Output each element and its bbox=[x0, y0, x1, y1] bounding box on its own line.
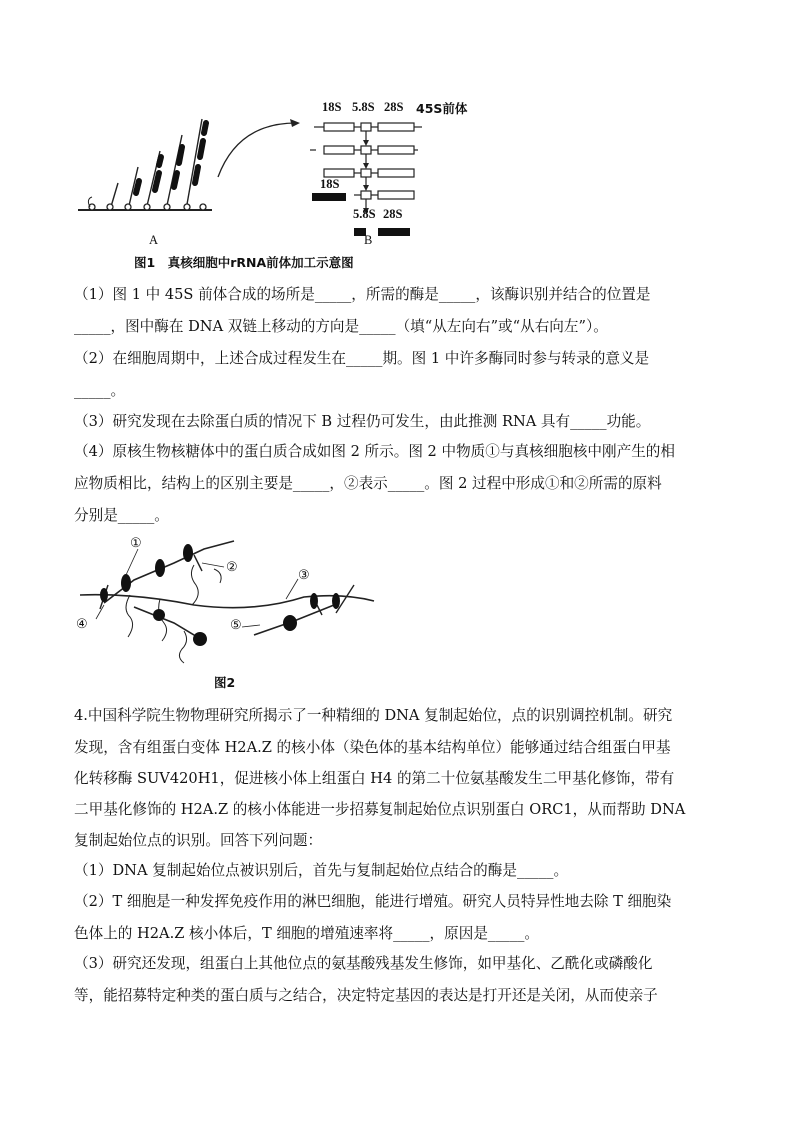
line-8: 分别是_____。 bbox=[74, 507, 169, 524]
figure-2-diagram bbox=[74, 535, 384, 665]
line-3: （2）在细胞周期中，上述合成过程发生在_____期。图 1 中许多酶同时参与转录的意义是 bbox=[74, 350, 650, 367]
line-11: 化转移酶 SUV420H1，促进核小体上组蛋白 H4 的第二十位氨基酸发生二甲基化修饰，带有 bbox=[74, 770, 675, 787]
label-58s-top: 5.8S bbox=[352, 100, 375, 114]
line-13: 复制起始位点的识别。回答下列问题： bbox=[74, 832, 323, 849]
line-12: 二甲基化修饰的 H2A.Z 的核小体能进一步招募复制起始位点识别蛋白 ORC1，从而帮助 DNA bbox=[74, 801, 686, 818]
curved-arrow-icon bbox=[208, 113, 308, 183]
line-9: 4.中国科学院生物物理研究所揭示了一种精细的 DNA 复制起始位，点的识别调控机制。研究 bbox=[74, 707, 673, 724]
line-2: _____，图中酶在 DNA 双链上移动的方向是_____（填“从左向右”或“从右向左”）。 bbox=[74, 318, 608, 335]
line-18: 等，能招募特定种类的蛋白质与之结合，决定特定基因的表达是打开还是关闭，从而使亲子 bbox=[74, 987, 658, 1004]
line-15: （2）T 细胞是一种发挥免疫作用的淋巴细胞，能进行增殖。研究人员特异性地去除 T 细胞染 bbox=[74, 893, 672, 910]
panel-a-label: A bbox=[149, 233, 159, 247]
label-45s-precursor: 45S前体 bbox=[416, 101, 468, 116]
line-17: （3）研究还发现，组蛋白上其他位点的氨基酸残基发生修饰，如甲基化、乙酰化或磷酸化 bbox=[74, 955, 653, 972]
marker-1: ① bbox=[130, 536, 142, 551]
marker-4: ④ bbox=[76, 617, 88, 632]
figure-1-caption: 图1 真核细胞中rRNA前体加工示意图 bbox=[134, 255, 354, 270]
marker-5: ⑤ bbox=[230, 618, 242, 633]
label-18s-product: 18S bbox=[320, 177, 340, 191]
figure-1-panel-a bbox=[70, 95, 230, 225]
figure-2-caption: 图2 bbox=[214, 675, 236, 690]
panel-b-label: B bbox=[364, 233, 373, 247]
line-16: 色体上的 H2A.Z 核小体后，T 细胞的增殖速率将_____，原因是_____。 bbox=[74, 925, 540, 942]
label-58s-product: 5.8S bbox=[353, 207, 376, 221]
line-14: （1）DNA 复制起始位点被识别后，首先与复制起始位点结合的酶是_____。 bbox=[74, 862, 569, 879]
label-28s-product: 28S bbox=[383, 207, 403, 221]
figure-2 bbox=[74, 535, 384, 695]
line-6: （4）原核生物核糖体中的蛋白质合成如图 2 所示。图 2 中物质①与真核细胞核中刚产生的相 bbox=[74, 443, 675, 460]
line-10: 发现，含有组蛋白变体 H2A.Z 的核小体（染色体的基本结构单位）能够通过结合组蛋白甲基 bbox=[74, 739, 671, 756]
line-7: 应物质相比，结构上的区别主要是_____，②表示_____。图 2 过程中形成①和②所需的原料 bbox=[74, 475, 662, 492]
line-1: （1）图 1 中 45S 前体合成的场所是_____，所需的酶是_____，该酶识别并结合的位置是 bbox=[74, 286, 651, 303]
line-4: _____。 bbox=[74, 382, 126, 399]
line-5: （3）研究发现在去除蛋白质的情况下 B 过程仍可发生，由此推测 RNA 具有_____功能。 bbox=[74, 413, 651, 430]
label-18s-top: 18S bbox=[322, 100, 342, 114]
marker-3: ③ bbox=[298, 568, 310, 583]
marker-2: ② bbox=[226, 560, 238, 575]
label-28s-top: 28S bbox=[384, 100, 404, 114]
figure-1 bbox=[70, 95, 520, 275]
